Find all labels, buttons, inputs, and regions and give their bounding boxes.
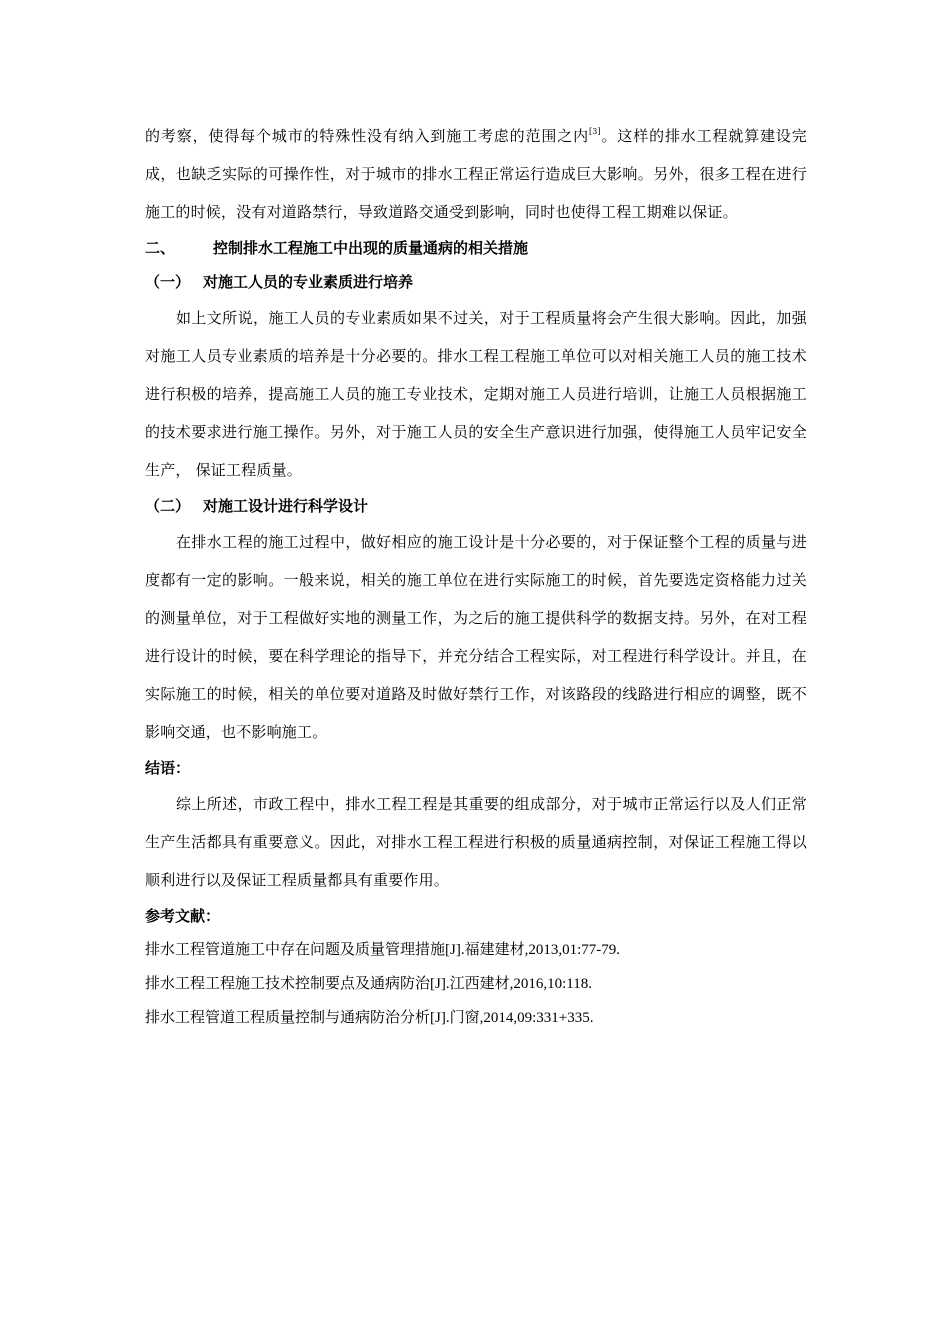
subsection-number: （一） <box>145 273 191 291</box>
document-page <box>145 117 807 1035</box>
continued-paragraph <box>145 117 807 231</box>
reference-item: 排水工程管道施工中存在问题及质量管理措施[J].福建建材,2013,01:77-79. <box>145 942 620 958</box>
section-title: 控制排水工程施工中出现的质量通病的相关措施 <box>213 239 529 257</box>
paragraph-text-before-citation: 的考察，使得每个城市的特殊性没有纳入到施工考虑的范围之内 <box>145 127 589 145</box>
reference-item: 排水工程工程施工技术控制要点及通病防治[J].江西建材,2016,10:118. <box>145 976 592 992</box>
subsection-title: 对施工人员的专业素质进行培养 <box>203 273 414 291</box>
references-heading: 参考文献： <box>145 907 221 925</box>
section-number: 二、 <box>145 239 176 257</box>
subsection-heading-2 <box>145 489 807 523</box>
subsection-title: 对施工设计进行科学设计 <box>203 497 369 515</box>
citation-marker: [3] <box>588 127 601 136</box>
section-heading-2 <box>145 231 807 265</box>
paragraph-text-after-citation: 。这样的排水工程就算建设完成，也缺乏实际的可操作性，对于城市的排水工程正常运行造成巨大影响。另外，很多工程在进行施工的时候，没有对道路禁行，导致道路交通受到影响，同时也使得工程工期难以保证。 <box>145 127 807 221</box>
reference-list <box>145 933 807 1035</box>
subsection-number: （二） <box>145 497 191 515</box>
subsection-heading-1 <box>145 265 807 299</box>
subsection-2-body: 在排水工程的施工过程中，做好相应的施工设计是十分必要的，对于保证整个工程的质量与进度都有一定的影响。一般来说，相关的施工单位在进行实际施工的时候，首先要选定资格能力过关的测量单位，对于工程做好实地的测量工作，为之后的施工提供科学的数据支持。另外，在对工程进行设计的时候，要在科学理论的指导下，并充分结合工程实际，对工程进行科学设计。并且，在实际施工的时候，相关的单位要对道路及时做好禁行工作，对该路段的线路进行相应的调整，既不影响交通，也不影响施工。 <box>145 533 807 741</box>
conclusion-heading: 结语： <box>145 759 191 777</box>
subsection-1-body: 如上文所说，施工人员的专业素质如果不过关，对于工程质量将会产生很大影响。因此，加强对施工人员专业素质的培养是十分必要的。排水工程工程施工单位可以对相关施工人员的施工技术进行积极的培养，提高施工人员的施工专业技术，定期对施工人员进行培训，让施工人员根据施工的技术要求进行施工操作。另外，对于施工人员的安全生产意识进行加强，使得施工人员牢记安全生产， 保证工程质量。 <box>145 309 807 479</box>
conclusion-body: 综上所述，市政工程中，排水工程工程是其重要的组成部分，对于城市正常运行以及人们正常生产生活都具有重要意义。因此，对排水工程工程进行积极的质量通病控制，对保证工程施工得以顺利进行以及保证工程质量都具有重要作用。 <box>145 795 807 889</box>
reference-item: 排水工程管道工程质量控制与通病防治分析[J].门窗,2014,09:331+335. <box>145 1010 594 1026</box>
